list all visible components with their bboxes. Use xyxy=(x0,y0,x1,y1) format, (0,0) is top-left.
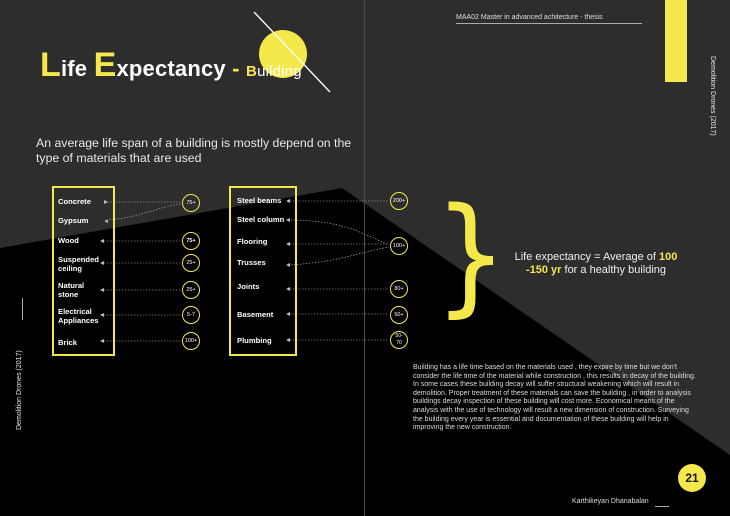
life-expectancy-summary: Life expectancy = Average of 100 -150 yr for a healthy building xyxy=(514,251,678,276)
material-label: Electrical Appliances xyxy=(58,307,99,325)
material-label: Flooring xyxy=(237,237,268,246)
years-circle: 75+ xyxy=(182,232,200,250)
side-label-left: Demolition Drones (2017) xyxy=(16,350,23,430)
years-circle: 50+ xyxy=(390,306,408,324)
years-circle: 25+ xyxy=(182,281,200,299)
author-rule xyxy=(655,506,669,507)
material-label: Trusses xyxy=(237,258,266,267)
material-label: Joints xyxy=(237,282,260,291)
material-label: Suspended ceiling xyxy=(58,255,99,273)
material-label: Brick xyxy=(58,338,77,347)
body-paragraph: Building has a life time based on the materials used , they expire by time but we don't consider the life time of the material while construction , this results in decay of the building. In some cases these building decay will suffer structural weakening which will result in demolition. Proper treatment of these materials can save the building , in order to analysis buildings decay inspection of these building will cost more. Economical means of the analysis with the use of technology will result a new dimension of construction. Surveying the building every year is essential and documentation of these building will help in improving the new construction. xyxy=(413,364,696,432)
years-circle: 5-7 xyxy=(182,306,200,324)
side-label-right: Demolition Drones (2017) xyxy=(709,56,716,136)
material-label: Basement xyxy=(237,310,274,319)
author-name: Karthikeyan Dhanabalan xyxy=(572,498,649,505)
material-label: Wood xyxy=(58,236,79,245)
material-label: Natural stone xyxy=(58,281,85,299)
program-header: MAA02 Master in advanced achitecture - thesis xyxy=(456,14,603,21)
material-label: Steel beams xyxy=(237,196,282,205)
material-label: Concrete xyxy=(58,197,91,206)
years-circle: 100+ xyxy=(390,237,408,255)
small-page-number: 02 xyxy=(676,68,684,75)
material-label: Steel column xyxy=(237,215,285,224)
years-circle: 25+ xyxy=(182,254,200,272)
right-materials-box xyxy=(229,186,297,356)
intro-text: An average life span of a building is mostly depend on the type of materials that are used xyxy=(36,136,352,165)
material-label: Plumbing xyxy=(237,336,272,345)
years-circle: 50-70 xyxy=(390,331,408,349)
page-number: 21 xyxy=(678,464,706,492)
material-label: Gypsum xyxy=(58,216,89,225)
years-circle: 100+ xyxy=(182,332,200,350)
page-title: Life Expectancy - Building xyxy=(40,46,302,84)
years-circle: 80+ xyxy=(390,280,408,298)
curly-brace: } xyxy=(434,181,508,330)
years-circle: 75+ xyxy=(182,194,200,212)
years-circle: 200+ xyxy=(390,192,408,210)
